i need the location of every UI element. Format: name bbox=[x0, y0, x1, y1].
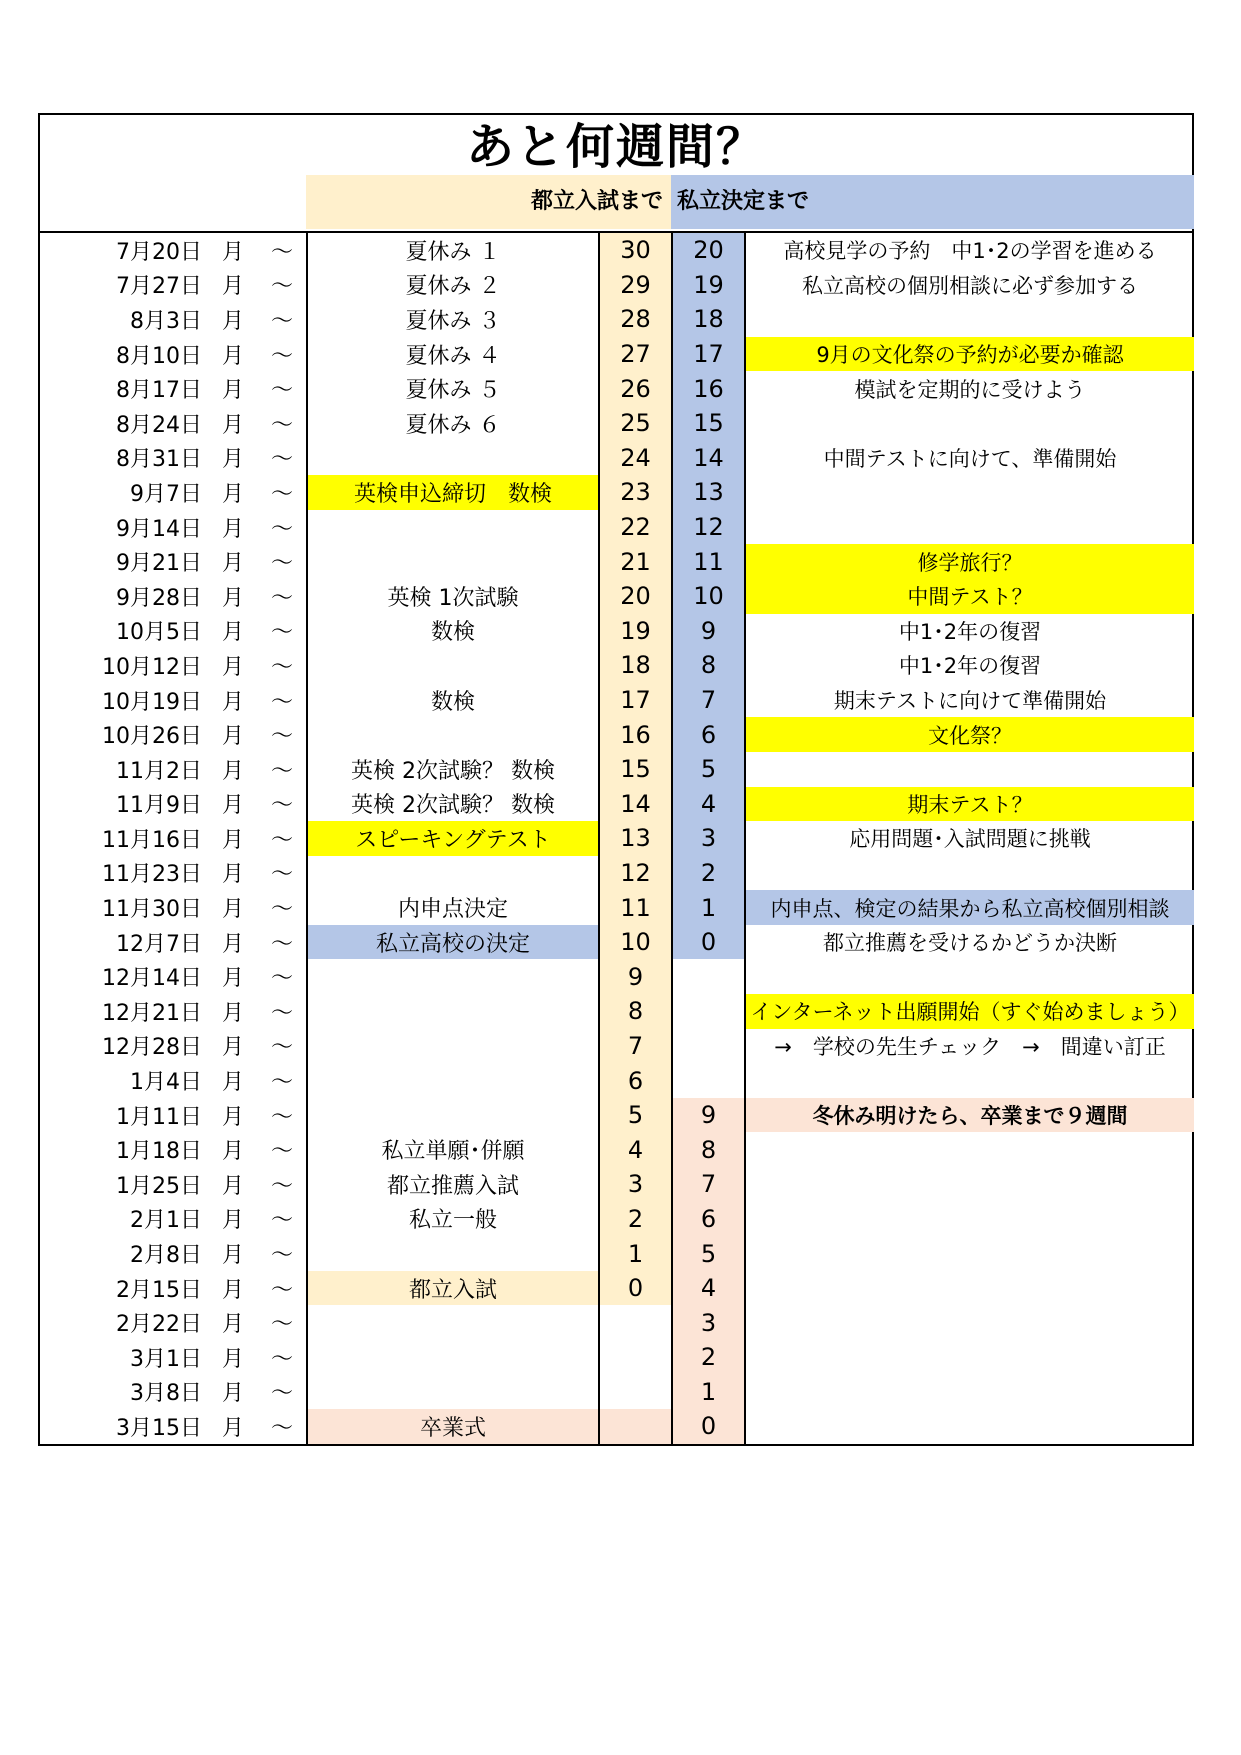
page-title: あと何週間？ bbox=[465, 119, 766, 175]
header-shiritsu: 私立決定まで bbox=[671, 175, 1194, 229]
table-row bbox=[40, 1409, 1192, 1444]
event-cell bbox=[306, 1063, 598, 1098]
shiritsu-weeks-cell: 6 bbox=[671, 1202, 744, 1237]
table-row bbox=[40, 1063, 1192, 1098]
event-cell bbox=[306, 544, 598, 579]
date-cell: 2月22日 bbox=[116, 1312, 202, 1338]
note-cell: 高校見学の予約 中1･2の学習を進める bbox=[744, 233, 1194, 268]
note-cell bbox=[744, 1236, 1194, 1271]
weekday-cell: 月 bbox=[221, 343, 244, 369]
toritsu-weeks-cell: 18 bbox=[598, 648, 671, 683]
toritsu-weeks-cell: 7 bbox=[598, 1029, 671, 1064]
note-cell bbox=[744, 1063, 1194, 1098]
schedule-sheet bbox=[38, 113, 1194, 1446]
date-cell: 8月10日 bbox=[116, 343, 202, 369]
tilde-cell: ～ bbox=[270, 1173, 293, 1199]
date-cell: 10月19日 bbox=[102, 689, 202, 715]
tilde-cell: ～ bbox=[270, 758, 293, 784]
event-cell: 夏休み １ bbox=[306, 233, 598, 268]
date-cell: 12月14日 bbox=[102, 966, 202, 992]
shiritsu-weeks-cell: 1 bbox=[671, 890, 744, 925]
event-cell: 私立単願･併願 bbox=[306, 1132, 598, 1167]
note-cell bbox=[744, 752, 1194, 787]
date-cell: 8月31日 bbox=[116, 447, 202, 473]
toritsu-weeks-cell: 30 bbox=[598, 233, 671, 268]
note-cell: 文化祭？ bbox=[744, 717, 1194, 752]
table-row bbox=[40, 1202, 1192, 1237]
event-cell bbox=[306, 1340, 598, 1375]
date-cell: 1月11日 bbox=[116, 1104, 202, 1130]
table-row bbox=[40, 821, 1192, 856]
tilde-cell: ～ bbox=[270, 308, 293, 334]
event-cell: 数検 bbox=[306, 614, 598, 649]
toritsu-weeks-cell: 26 bbox=[598, 371, 671, 406]
weekday-cell: 月 bbox=[221, 274, 244, 300]
event-cell bbox=[306, 1375, 598, 1410]
tilde-cell: ～ bbox=[270, 274, 293, 300]
table-row bbox=[40, 1340, 1192, 1375]
event-cell: 英検 2次試験？ 数検 bbox=[306, 787, 598, 822]
date-cell: 11月30日 bbox=[102, 897, 202, 923]
date-cell: 12月21日 bbox=[102, 1000, 202, 1026]
note-cell bbox=[744, 1375, 1194, 1410]
shiritsu-weeks-cell: 14 bbox=[671, 441, 744, 476]
note-cell: 中1･2年の復習 bbox=[744, 648, 1194, 683]
table-row bbox=[40, 683, 1192, 718]
tilde-cell: ～ bbox=[270, 1208, 293, 1234]
toritsu-weeks-cell: 25 bbox=[598, 406, 671, 441]
shiritsu-weeks-cell: 8 bbox=[671, 1132, 744, 1167]
toritsu-weeks-cell: 11 bbox=[598, 890, 671, 925]
shiritsu-weeks-cell: 9 bbox=[671, 614, 744, 649]
table-row bbox=[40, 1305, 1192, 1340]
event-cell: 卒業式 bbox=[306, 1409, 598, 1444]
table-row bbox=[40, 371, 1192, 406]
toritsu-weeks-cell: 0 bbox=[598, 1271, 671, 1306]
weekday-cell: 月 bbox=[221, 966, 244, 992]
shiritsu-weeks-cell bbox=[671, 1063, 744, 1098]
weekday-cell: 月 bbox=[221, 481, 244, 507]
tilde-cell: ～ bbox=[270, 585, 293, 611]
shiritsu-weeks-cell: 2 bbox=[671, 1340, 744, 1375]
event-cell bbox=[306, 648, 598, 683]
event-cell: 私立一般 bbox=[306, 1202, 598, 1237]
table-row bbox=[40, 406, 1192, 441]
shiritsu-weeks-cell: 5 bbox=[671, 752, 744, 787]
note-cell bbox=[744, 475, 1194, 510]
toritsu-weeks-cell: 16 bbox=[598, 717, 671, 752]
note-cell: 修学旅行？ bbox=[744, 544, 1194, 579]
tilde-cell: ～ bbox=[270, 378, 293, 404]
shiritsu-weeks-cell: 0 bbox=[671, 925, 744, 960]
note-cell bbox=[744, 1202, 1194, 1237]
header-toritsu: 都立入試まで bbox=[306, 175, 671, 229]
table-row bbox=[40, 544, 1192, 579]
tilde-cell: ～ bbox=[270, 1312, 293, 1338]
date-cell: 12月28日 bbox=[102, 1035, 202, 1061]
event-cell bbox=[306, 1305, 598, 1340]
schedule-rows bbox=[40, 233, 1192, 1444]
toritsu-weeks-cell: 27 bbox=[598, 337, 671, 372]
note-cell bbox=[744, 1271, 1194, 1306]
weekday-cell: 月 bbox=[221, 1139, 244, 1165]
note-cell: 期末テスト？ bbox=[744, 787, 1194, 822]
event-cell bbox=[306, 510, 598, 545]
shiritsu-weeks-cell: 4 bbox=[671, 1271, 744, 1306]
date-cell: 1月25日 bbox=[116, 1173, 202, 1199]
weekday-cell: 月 bbox=[221, 827, 244, 853]
weekday-cell: 月 bbox=[221, 447, 244, 473]
weekday-cell: 月 bbox=[221, 724, 244, 750]
toritsu-weeks-cell bbox=[598, 1375, 671, 1410]
event-cell: 英検 2次試験？ 数検 bbox=[306, 752, 598, 787]
table-row bbox=[40, 579, 1192, 614]
weekday-cell: 月 bbox=[221, 862, 244, 888]
weekday-cell: 月 bbox=[221, 931, 244, 957]
event-cell bbox=[306, 441, 598, 476]
toritsu-weeks-cell: 20 bbox=[598, 579, 671, 614]
table-row bbox=[40, 1236, 1192, 1271]
weekday-cell: 月 bbox=[221, 897, 244, 923]
shiritsu-weeks-cell: 1 bbox=[671, 1375, 744, 1410]
event-cell bbox=[306, 994, 598, 1029]
weekday-cell: 月 bbox=[221, 585, 244, 611]
note-cell: 内申点、検定の結果から私立高校個別相談 bbox=[744, 890, 1194, 925]
table-row bbox=[40, 717, 1192, 752]
date-cell: 3月15日 bbox=[116, 1415, 202, 1441]
event-cell: 夏休み ４ bbox=[306, 337, 598, 372]
shiritsu-weeks-cell: 17 bbox=[671, 337, 744, 372]
event-cell bbox=[306, 1029, 598, 1064]
table-row bbox=[40, 787, 1192, 822]
table-row bbox=[40, 856, 1192, 891]
tilde-cell: ～ bbox=[270, 1346, 293, 1372]
date-cell: 9月28日 bbox=[116, 585, 202, 611]
tilde-cell: ～ bbox=[270, 654, 293, 680]
weekday-cell: 月 bbox=[221, 1277, 244, 1303]
table-row bbox=[40, 648, 1192, 683]
weekday-cell: 月 bbox=[221, 620, 244, 646]
weekday-cell: 月 bbox=[221, 551, 244, 577]
weekday-cell: 月 bbox=[221, 1035, 244, 1061]
table-row bbox=[40, 475, 1192, 510]
date-cell: 9月7日 bbox=[130, 481, 202, 507]
toritsu-weeks-cell: 23 bbox=[598, 475, 671, 510]
tilde-cell: ～ bbox=[270, 966, 293, 992]
weekday-cell: 月 bbox=[221, 793, 244, 819]
tilde-cell: ～ bbox=[270, 447, 293, 473]
weekday-cell: 月 bbox=[221, 1243, 244, 1269]
toritsu-weeks-cell: 3 bbox=[598, 1167, 671, 1202]
tilde-cell: ～ bbox=[270, 1415, 293, 1441]
table-row bbox=[40, 1375, 1192, 1410]
date-cell: 10月5日 bbox=[116, 620, 202, 646]
shiritsu-weeks-cell bbox=[671, 959, 744, 994]
tilde-cell: ～ bbox=[270, 551, 293, 577]
note-cell: 期末テストに向けて準備開始 bbox=[744, 683, 1194, 718]
table-row bbox=[40, 890, 1192, 925]
date-cell: 2月8日 bbox=[130, 1243, 202, 1269]
weekday-cell: 月 bbox=[221, 1346, 244, 1372]
shiritsu-weeks-cell: 4 bbox=[671, 787, 744, 822]
shiritsu-weeks-cell: 6 bbox=[671, 717, 744, 752]
date-cell: 9月14日 bbox=[116, 516, 202, 542]
event-cell: 都立入試 bbox=[306, 1271, 598, 1306]
note-cell bbox=[744, 510, 1194, 545]
tilde-cell: ～ bbox=[270, 1139, 293, 1165]
toritsu-weeks-cell: 2 bbox=[598, 1202, 671, 1237]
toritsu-weeks-cell: 15 bbox=[598, 752, 671, 787]
weekday-cell: 月 bbox=[221, 1312, 244, 1338]
toritsu-weeks-cell bbox=[598, 1409, 671, 1444]
note-cell bbox=[744, 1409, 1194, 1444]
tilde-cell: ～ bbox=[270, 412, 293, 438]
tilde-cell: ～ bbox=[270, 1000, 293, 1026]
table-row bbox=[40, 1132, 1192, 1167]
toritsu-weeks-cell: 22 bbox=[598, 510, 671, 545]
note-cell: 冬休み明けたら、卒業まで９週間 bbox=[744, 1098, 1194, 1133]
shiritsu-weeks-cell: 15 bbox=[671, 406, 744, 441]
tilde-cell: ～ bbox=[270, 897, 293, 923]
toritsu-weeks-cell: 29 bbox=[598, 268, 671, 303]
table-row bbox=[40, 441, 1192, 476]
note-cell: 中間テスト？ bbox=[744, 579, 1194, 614]
toritsu-weeks-cell: 6 bbox=[598, 1063, 671, 1098]
weekday-cell: 月 bbox=[221, 1381, 244, 1407]
note-cell bbox=[744, 1305, 1194, 1340]
note-cell bbox=[744, 1167, 1194, 1202]
tilde-cell: ～ bbox=[270, 343, 293, 369]
event-cell bbox=[306, 717, 598, 752]
date-cell: 10月26日 bbox=[102, 724, 202, 750]
toritsu-weeks-cell: 5 bbox=[598, 1098, 671, 1133]
toritsu-weeks-cell: 28 bbox=[598, 302, 671, 337]
date-cell: 2月1日 bbox=[130, 1208, 202, 1234]
date-cell: 11月2日 bbox=[116, 758, 202, 784]
date-cell: 12月7日 bbox=[116, 931, 202, 957]
event-cell bbox=[306, 1236, 598, 1271]
table-row bbox=[40, 994, 1192, 1029]
shiritsu-weeks-cell: 7 bbox=[671, 1167, 744, 1202]
tilde-cell: ～ bbox=[270, 1277, 293, 1303]
shiritsu-weeks-cell: 3 bbox=[671, 821, 744, 856]
event-cell bbox=[306, 1098, 598, 1133]
table-row bbox=[40, 302, 1192, 337]
shiritsu-weeks-cell: 13 bbox=[671, 475, 744, 510]
note-cell bbox=[744, 302, 1194, 337]
note-cell: 応用問題･入試問題に挑戦 bbox=[744, 821, 1194, 856]
event-cell: 夏休み ２ bbox=[306, 268, 598, 303]
tilde-cell: ～ bbox=[270, 1381, 293, 1407]
weekday-cell: 月 bbox=[221, 516, 244, 542]
event-cell: 夏休み ３ bbox=[306, 302, 598, 337]
tilde-cell: ～ bbox=[270, 1243, 293, 1269]
toritsu-weeks-cell: 24 bbox=[598, 441, 671, 476]
toritsu-weeks-cell: 4 bbox=[598, 1132, 671, 1167]
shiritsu-weeks-cell bbox=[671, 1029, 744, 1064]
weekday-cell: 月 bbox=[221, 1415, 244, 1441]
toritsu-weeks-cell: 17 bbox=[598, 683, 671, 718]
table-row bbox=[40, 959, 1192, 994]
table-row bbox=[40, 510, 1192, 545]
event-cell bbox=[306, 959, 598, 994]
weekday-cell: 月 bbox=[221, 1208, 244, 1234]
shiritsu-weeks-cell: 2 bbox=[671, 856, 744, 891]
shiritsu-weeks-cell: 0 bbox=[671, 1409, 744, 1444]
table-row bbox=[40, 1029, 1192, 1064]
toritsu-weeks-cell: 9 bbox=[598, 959, 671, 994]
table-row bbox=[40, 752, 1192, 787]
table-row bbox=[40, 1271, 1192, 1306]
table-row bbox=[40, 614, 1192, 649]
note-cell: 模試を定期的に受けよう bbox=[744, 371, 1194, 406]
weekday-cell: 月 bbox=[221, 689, 244, 715]
tilde-cell: ～ bbox=[270, 931, 293, 957]
date-cell: 7月20日 bbox=[116, 239, 202, 265]
tilde-cell: ～ bbox=[270, 1070, 293, 1096]
note-cell: 私立高校の個別相談に必ず参加する bbox=[744, 268, 1194, 303]
shiritsu-weeks-cell: 10 bbox=[671, 579, 744, 614]
toritsu-weeks-cell: 10 bbox=[598, 925, 671, 960]
title-area bbox=[40, 115, 1192, 233]
event-cell: 英検 1次試験 bbox=[306, 579, 598, 614]
tilde-cell: ～ bbox=[270, 620, 293, 646]
event-cell: 数検 bbox=[306, 683, 598, 718]
note-cell: 中間テストに向けて、準備開始 bbox=[744, 441, 1194, 476]
tilde-cell: ～ bbox=[270, 1104, 293, 1130]
tilde-cell: ～ bbox=[270, 1035, 293, 1061]
tilde-cell: ～ bbox=[270, 724, 293, 750]
date-cell: 1月18日 bbox=[116, 1139, 202, 1165]
shiritsu-weeks-cell: 3 bbox=[671, 1305, 744, 1340]
toritsu-weeks-cell: 13 bbox=[598, 821, 671, 856]
event-cell: 夏休み ５ bbox=[306, 371, 598, 406]
toritsu-weeks-cell: 19 bbox=[598, 614, 671, 649]
note-cell: → 学校の先生チェック → 間違い訂正 bbox=[744, 1029, 1194, 1064]
shiritsu-weeks-cell: 7 bbox=[671, 683, 744, 718]
weekday-cell: 月 bbox=[221, 758, 244, 784]
weekday-cell: 月 bbox=[221, 378, 244, 404]
tilde-cell: ～ bbox=[270, 239, 293, 265]
tilde-cell: ～ bbox=[270, 827, 293, 853]
shiritsu-weeks-cell bbox=[671, 994, 744, 1029]
note-cell bbox=[744, 959, 1194, 994]
date-cell: 11月9日 bbox=[116, 793, 202, 819]
date-cell: 8月17日 bbox=[116, 378, 202, 404]
date-cell: 8月24日 bbox=[116, 412, 202, 438]
event-cell: スピーキングテスト bbox=[306, 821, 598, 856]
shiritsu-weeks-cell: 8 bbox=[671, 648, 744, 683]
date-cell: 3月1日 bbox=[130, 1346, 202, 1372]
event-cell: 都立推薦入試 bbox=[306, 1167, 598, 1202]
note-cell: 中1･2年の復習 bbox=[744, 614, 1194, 649]
date-cell: 10月12日 bbox=[102, 654, 202, 680]
toritsu-weeks-cell: 14 bbox=[598, 787, 671, 822]
toritsu-weeks-cell bbox=[598, 1340, 671, 1375]
event-cell: 私立高校の決定 bbox=[306, 925, 598, 960]
table-row bbox=[40, 925, 1192, 960]
date-cell: 11月16日 bbox=[102, 827, 202, 853]
date-cell: 2月15日 bbox=[116, 1277, 202, 1303]
table-row bbox=[40, 233, 1192, 268]
weekday-cell: 月 bbox=[221, 239, 244, 265]
event-cell: 内申点決定 bbox=[306, 890, 598, 925]
table-row bbox=[40, 337, 1192, 372]
weekday-cell: 月 bbox=[221, 1104, 244, 1130]
table-row bbox=[40, 268, 1192, 303]
date-cell: 1月4日 bbox=[130, 1070, 202, 1096]
date-cell: 8月3日 bbox=[130, 308, 202, 334]
toritsu-weeks-cell: 21 bbox=[598, 544, 671, 579]
date-cell: 7月27日 bbox=[116, 274, 202, 300]
table-row bbox=[40, 1098, 1192, 1133]
note-cell: インターネット出願開始（すぐ始めましょう） bbox=[744, 994, 1194, 1029]
event-cell bbox=[306, 856, 598, 891]
tilde-cell: ～ bbox=[270, 481, 293, 507]
note-cell bbox=[744, 406, 1194, 441]
note-cell: 都立推薦を受けるかどうか決断 bbox=[744, 925, 1194, 960]
shiritsu-weeks-cell: 11 bbox=[671, 544, 744, 579]
event-cell: 英検申込締切 数検 bbox=[306, 475, 598, 510]
shiritsu-weeks-cell: 12 bbox=[671, 510, 744, 545]
date-cell: 9月21日 bbox=[116, 551, 202, 577]
note-cell bbox=[744, 1132, 1194, 1167]
toritsu-weeks-cell: 12 bbox=[598, 856, 671, 891]
shiritsu-weeks-cell: 18 bbox=[671, 302, 744, 337]
shiritsu-weeks-cell: 19 bbox=[671, 268, 744, 303]
weekday-cell: 月 bbox=[221, 1173, 244, 1199]
note-cell: 9月の文化祭の予約が必要か確認 bbox=[744, 337, 1194, 372]
event-cell: 夏休み ６ bbox=[306, 406, 598, 441]
toritsu-weeks-cell: 1 bbox=[598, 1236, 671, 1271]
shiritsu-weeks-cell: 16 bbox=[671, 371, 744, 406]
tilde-cell: ～ bbox=[270, 689, 293, 715]
weekday-cell: 月 bbox=[221, 308, 244, 334]
table-row bbox=[40, 1167, 1192, 1202]
weekday-cell: 月 bbox=[221, 654, 244, 680]
shiritsu-weeks-cell: 9 bbox=[671, 1098, 744, 1133]
tilde-cell: ～ bbox=[270, 862, 293, 888]
weekday-cell: 月 bbox=[221, 1000, 244, 1026]
tilde-cell: ～ bbox=[270, 793, 293, 819]
shiritsu-weeks-cell: 5 bbox=[671, 1236, 744, 1271]
date-cell: 11月23日 bbox=[102, 862, 202, 888]
date-cell: 3月8日 bbox=[130, 1381, 202, 1407]
shiritsu-weeks-cell: 20 bbox=[671, 233, 744, 268]
note-cell bbox=[744, 856, 1194, 891]
weekday-cell: 月 bbox=[221, 412, 244, 438]
weekday-cell: 月 bbox=[221, 1070, 244, 1096]
note-cell bbox=[744, 1340, 1194, 1375]
tilde-cell: ～ bbox=[270, 516, 293, 542]
toritsu-weeks-cell: 8 bbox=[598, 994, 671, 1029]
toritsu-weeks-cell bbox=[598, 1305, 671, 1340]
